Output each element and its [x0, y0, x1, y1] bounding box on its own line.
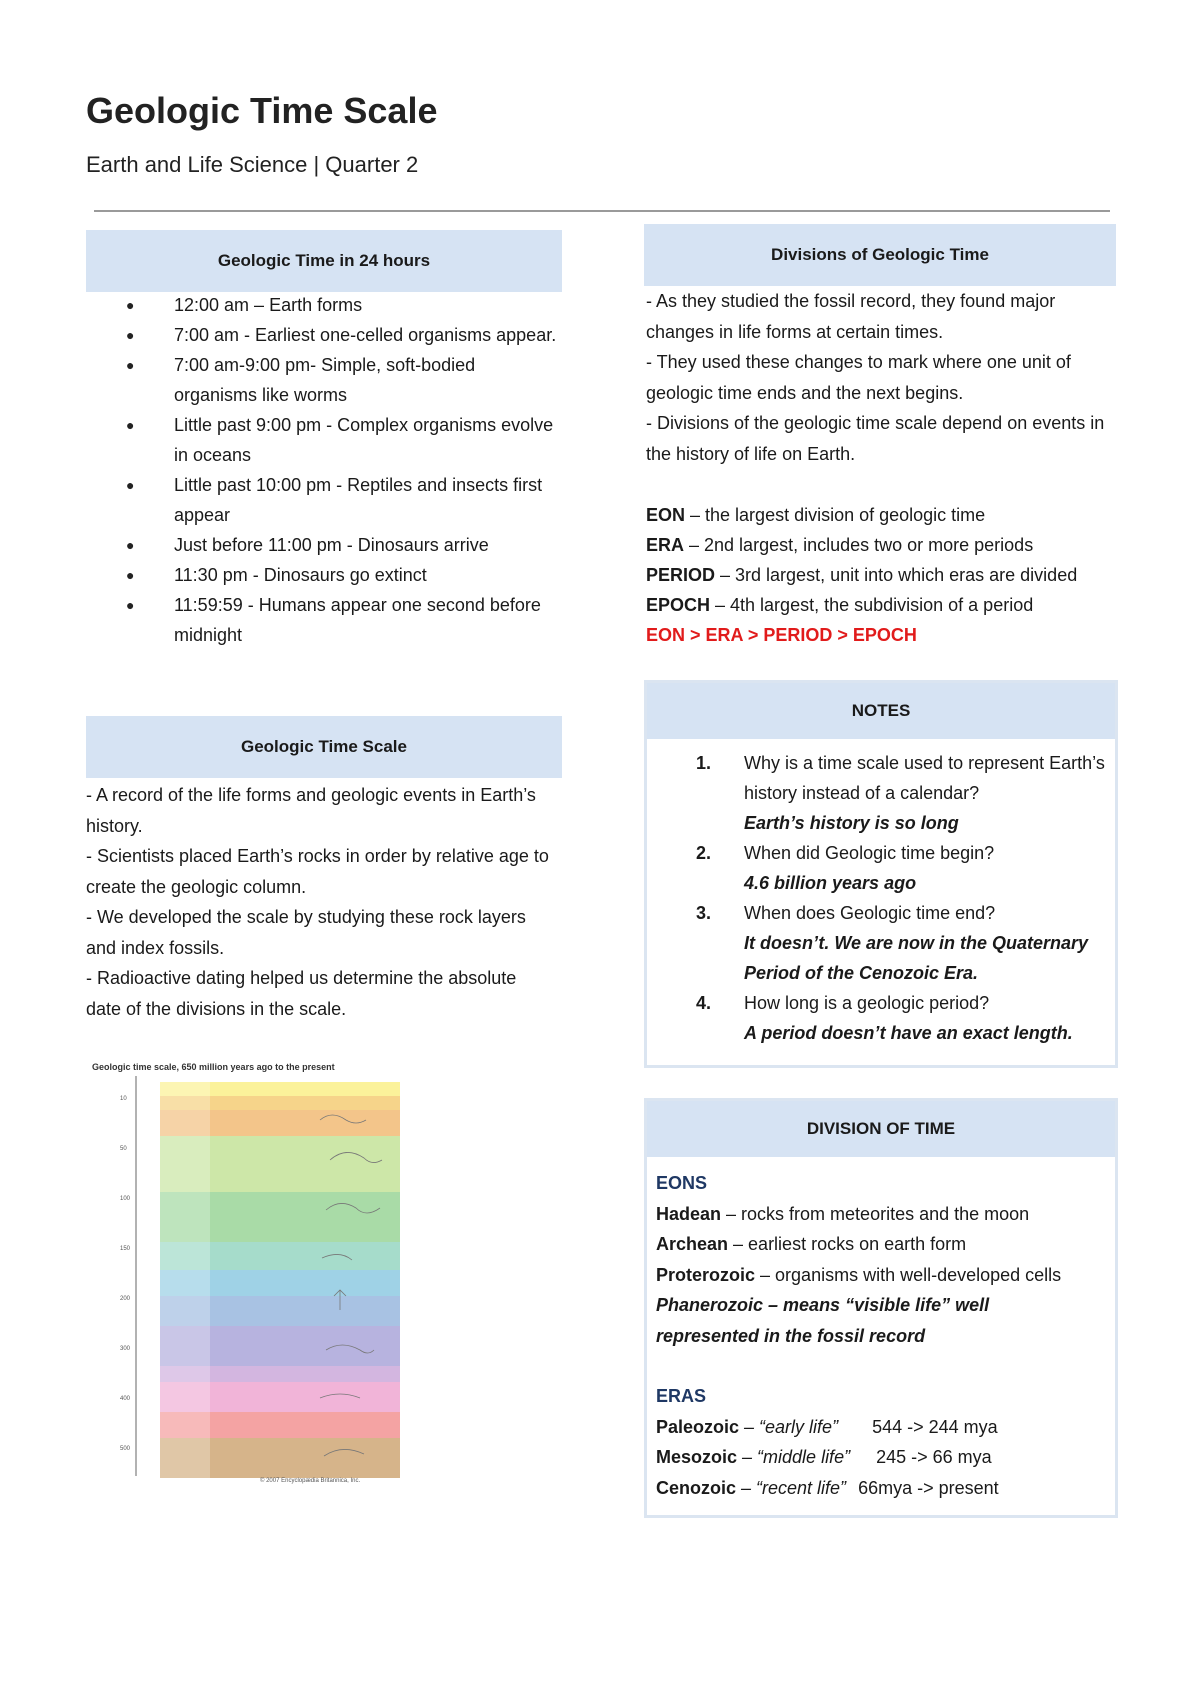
eon-text: – organisms with well-developed cells	[755, 1264, 1062, 1285]
era-term: Cenozoic	[656, 1477, 737, 1498]
time-unit-definitions	[646, 500, 1116, 650]
svg-text:100: 100	[120, 1196, 131, 1202]
eon-phanerozoic-cont: represented in the fossil record	[656, 1325, 926, 1346]
notes-list	[690, 748, 1110, 1048]
era-meaning: – “middle life”	[737, 1447, 851, 1467]
timeline-item	[120, 590, 560, 650]
eon-item	[656, 1199, 1106, 1230]
note-number: 4.	[696, 993, 712, 1013]
note-item	[690, 898, 1110, 988]
timeline-item	[120, 410, 560, 470]
timeline-text: 11:59:59 - Humans appear one second before midnight	[174, 595, 541, 645]
definition-epoch	[646, 590, 1116, 620]
era-meaning: – “recent life”	[736, 1477, 847, 1498]
eon-item	[656, 1260, 1106, 1291]
svg-text:10: 10	[120, 1096, 127, 1102]
geologic-time-figure	[90, 1060, 416, 1484]
definition-term: EPOCH	[646, 595, 711, 615]
divisions-title: Divisions of Geologic Time	[771, 245, 989, 264]
timeline-item	[120, 350, 560, 410]
notes-heading	[647, 683, 1115, 739]
svg-text:150: 150	[120, 1246, 131, 1252]
timeline-item	[120, 290, 560, 320]
timeline-text: Just before 11:00 pm - Dinosaurs arrive	[174, 535, 489, 555]
note-item	[690, 838, 1110, 898]
era-term: Paleozoic	[656, 1416, 740, 1437]
svg-text:300: 300	[120, 1346, 131, 1352]
definition-term: ERA	[646, 535, 685, 555]
note-number: 3.	[696, 903, 712, 923]
era-term: Mesozoic	[656, 1447, 738, 1467]
eon-text: – rocks from meteorites and the moon	[721, 1203, 1030, 1224]
note-item	[690, 748, 1110, 838]
note-number: 2.	[696, 843, 712, 863]
eon-phanerozoic: Phanerozoic – means “visible life” well	[656, 1295, 990, 1315]
scale-line: - A record of the life forms and geologic events in Earth’s history.	[86, 785, 536, 836]
definition-text: – 3rd largest, unit into which eras are divided	[715, 565, 1078, 585]
svg-text:400: 400	[120, 1396, 131, 1402]
scale-line: - We developed the scale by studying these rock layers and index fossils.	[86, 907, 526, 958]
scale-description	[86, 780, 556, 1024]
era-range: 245 -> 66 mya	[876, 1447, 992, 1467]
divisions-line: - They used these changes to mark where one unit of geologic time ends and the next begins.	[646, 352, 1071, 403]
divisions-line: - As they studied the fossil record, they found major changes in life forms at certain times.	[646, 291, 1056, 342]
timeline-text: Little past 9:00 pm - Complex organisms evolve in oceans	[174, 415, 554, 465]
note-question: Why is a time scale used to represent Earth’s history instead of a calendar?	[744, 753, 1105, 803]
svg-text:200: 200	[120, 1296, 131, 1302]
timeline-item	[120, 470, 560, 530]
eons-label: EONS	[656, 1173, 708, 1193]
scale-line: - Scientists placed Earth’s rocks in order by relative age to create the geologic column.	[86, 846, 549, 897]
eras-label: ERAS	[656, 1386, 707, 1406]
timeline-item	[120, 320, 560, 350]
note-answer: It doesn’t. We are now in the Quaternary Period of the Cenozoic Era.	[744, 933, 1089, 983]
page-title: Geologic Time Scale	[86, 90, 438, 131]
divisions-heading	[644, 224, 1116, 286]
svg-text:50: 50	[120, 1146, 127, 1152]
note-question: When does Geologic time end?	[744, 903, 996, 923]
figure-credit: © 2007 Encyclopædia Britannica, Inc.	[260, 1478, 361, 1484]
definition-term: PERIOD	[646, 565, 716, 585]
hierarchy-line: EON > ERA > PERIOD > EPOCH	[646, 625, 917, 645]
era-item	[656, 1412, 1106, 1443]
eon-item	[656, 1229, 1106, 1260]
timeline-item	[120, 530, 560, 560]
era-meaning: – “early life”	[739, 1416, 839, 1437]
timeline-text: 7:00 am-9:00 pm- Simple, soft-bodied organisms like worms	[174, 355, 476, 405]
scale-title: Geologic Time Scale	[241, 737, 407, 756]
header-divider	[94, 210, 1110, 212]
division-of-time-content	[656, 1168, 1106, 1503]
definition-era	[646, 530, 1116, 560]
timeline-text: 7:00 am - Earliest one-celled organisms appear.	[174, 325, 557, 345]
era-range: 544 -> 244 mya	[872, 1416, 998, 1437]
page-subtitle: Earth and Life Science | Quarter 2	[86, 152, 419, 177]
note-answer: A period doesn’t have an exact length.	[744, 1023, 1073, 1043]
svg-text:500: 500	[120, 1446, 131, 1452]
timeline-text: 12:00 am – Earth forms	[174, 295, 363, 315]
notes-title: NOTES	[851, 701, 911, 720]
division-of-time-title: DIVISION OF TIME	[806, 1119, 956, 1138]
definition-text: – 4th largest, the subdivision of a period	[710, 595, 1034, 615]
era-range: 66mya -> present	[858, 1477, 999, 1498]
note-item	[690, 988, 1110, 1048]
definition-period	[646, 560, 1116, 590]
timeline-item	[120, 560, 560, 590]
divisions-line: - Divisions of the geologic time scale depend on events in the history of life on Earth.	[646, 413, 1105, 464]
scale-heading	[86, 716, 562, 778]
note-answer: 4.6 billion years ago	[744, 873, 917, 893]
time-24h-title: Geologic Time in 24 hours	[217, 251, 431, 270]
timeline-text: Little past 10:00 pm - Reptiles and insects first appear	[174, 475, 543, 525]
eon-term: Proterozoic	[656, 1264, 756, 1285]
eon-text: – earliest rocks on earth form	[728, 1234, 967, 1254]
time-24h-heading	[86, 230, 562, 292]
definition-text: – the largest division of geologic time	[685, 505, 986, 525]
note-answer: Earth’s history is so long	[744, 813, 959, 833]
figure-title: Geologic time scale, 650 million years ago to the present	[92, 1062, 335, 1072]
timeline-text: 11:30 pm - Dinosaurs go extinct	[174, 565, 427, 585]
figure-bands	[160, 1082, 400, 1478]
eon-term: Archean	[656, 1234, 729, 1254]
timeline-list	[120, 290, 560, 650]
division-of-time-heading	[647, 1101, 1115, 1157]
definition-term: EON	[646, 505, 686, 525]
divisions-description	[646, 286, 1116, 469]
note-question: When did Geologic time begin?	[744, 843, 995, 863]
era-item	[656, 1473, 1106, 1504]
definition-text: – 2nd largest, includes two or more periods	[684, 535, 1034, 555]
era-item	[656, 1442, 1106, 1473]
definition-eon	[646, 500, 1116, 530]
eon-term: Hadean	[656, 1203, 722, 1224]
scale-line: - Radioactive dating helped us determine the absolute date of the divisions in the scale.	[86, 968, 517, 1019]
note-number: 1.	[696, 753, 712, 773]
note-question: How long is a geologic period?	[744, 993, 990, 1013]
